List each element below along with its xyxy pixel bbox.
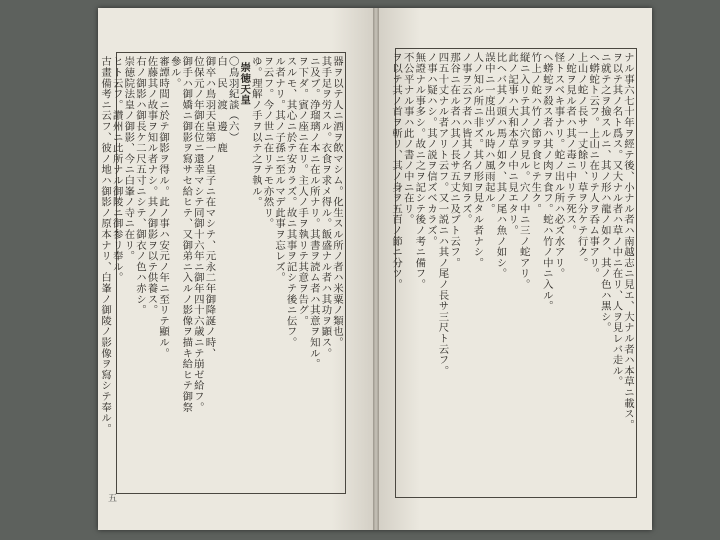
text-line: ヘ蟒蛇ト云フ。上山ニ在リテ人ヲ呑ム事アリ。 [587, 52, 600, 279]
text-line: ヲ云フ。今ノ世ニ在リテモ亦然リ。 [261, 56, 274, 229]
text-line: 古畫備考ニ云フ、彼ノ地ハ御影ノ原本ナリ、白峯ノ御陵ノ影像ヲ寫シテ奉ル。 [99, 56, 112, 434]
text-line: ノ事ハ疑ハシ。其ノ説ヲ信ズベカラズ。 [424, 52, 437, 247]
text-line: ナル事六七十年ヲ經テ後、小ナル者ハ南越志ニ見エ、大ナル者ハ本草ニ載ス。 [622, 52, 634, 430]
text-line: 竹上ノ蛇ハ竹ノ節ヲ食ヒテ生ク。 [529, 52, 542, 214]
text-line: 人ノ知ル所ニ非ズ。其ノ形ヲ見タル者ナシ。 [471, 52, 484, 268]
text-line: ノ蛇ヲ見ル者ハ其ノ毒ニ中リテ死ス。 [564, 52, 577, 236]
text-line: ヒト云フ。讃州ニ此所ナル御陵ニ御参リ奉ル。 [110, 56, 123, 283]
section-subheading: 〇鳥羽紀談（六） [226, 56, 239, 143]
text-line: 崇徳院法皇ノ御影、今ニ白峯ノ寺ニ在リ。 [122, 56, 135, 262]
text-line: 其手足ヲ労スル。衣食ヲ求メ得ル。飯盛ナル者ハ其功ヲ顕ス。 [319, 56, 332, 359]
text-line: 右ノ御影ハ御長ケ二尺五寸ニシテ、御衣ノ色ハ赤シ。 [133, 56, 146, 316]
open-book [98, 8, 652, 530]
author-name: 白 民 渡 邊 鹿 [215, 56, 228, 154]
text-line: ヲ以テ其ノ名ト爲ス。又大ナル者ハ草ノ中ニ在リ、人ヲ見レバ走ル。 [610, 52, 623, 387]
text-line: ノ事ヲ云フ者ハ皆其ノ名ヲ知ラズ。 [459, 52, 472, 225]
section-heading: 崇徳天皇 [238, 62, 251, 106]
text-line: 御手ハ御嬌ニ御影ヲ寫サセ給ヒテ、又御弟ニ入ルノ影像ヲ描キ給ヒテ御祭 [180, 56, 193, 413]
left-vertical-text [99, 56, 343, 490]
text-line: 參ル。 [168, 56, 181, 89]
text-line: 怪トスベキ事ナリ。蛇ノ出ル所ハ必ズ水アリ。 [552, 52, 565, 279]
right-vertical-text [390, 52, 634, 494]
text-line: ル者ナリ。其ノ子孫ニ至ルマデ此事ヲ忘レズ。 [273, 56, 286, 283]
text-line: 佐藤其ノ故事ヲ知ル者ナシ。其ノ御影ヲ以テ供養ス。 [145, 56, 158, 316]
text-line: ニ就テ之ヲ撿スルニ、其ノ形ハ龍ノ如ク、其ノ色ハ黒シ。 [598, 52, 611, 333]
text-line: 縦ニ入リテ其ノ穴ヲ見ル。穴ノ中ニ三ノ蛇アリ。 [517, 52, 530, 290]
text-line: ニ及ブ。浄瑠璃ノ本ニ在ル所ナリ。其書ヲ読ム者ハ其意ヲ知ル。 [307, 56, 320, 370]
text-line: 御卒ハ鳥羽天皇第一ノ皇子ニ在マシテ、元永二年御降誕ノ時、 [203, 56, 216, 359]
text-line: スルモ、其心ニ於テ安カラズ。故ニ其事ヲ記シテ後ニ伝フ。 [284, 56, 297, 348]
text-line: 位保元ノ年御在位ニ還幸マシテ同御十六年ニ御年四十六歳ニテ崩ゼ給フ。 [191, 56, 204, 413]
text-line: 無證ナル事多シ。故ニ之ヲ記シテ後ノ考ニ備フ。 [413, 52, 426, 290]
text-line: 誤中ニ一度出ヅル時ハ風雨起ル。 [482, 52, 495, 214]
text-line: ヘ蟒蛇ヲ殺ス者ハ其ノ肉ヲ食フ。蛇ハ竹ノ中ニ入ル。 [540, 52, 553, 312]
text-line: 四五十丈ナル者アリト云フ。又一説ニハ其ノ尾ノ長サ三尺ト云フ。 [436, 52, 449, 376]
right-page [379, 8, 652, 530]
text-line: 不公平ナル事ハ此ノ書ノ中ニ在リ。 [401, 52, 414, 225]
text-line: 此ノ記事ハ大和本草ノ中ニ見エタリ。 [506, 52, 519, 236]
left-page [98, 8, 373, 530]
text-line: ヲ下ダ。賓ノ座ニ在リ。主人ノ手ヲ執リテ其意ヲ告グ。 [296, 56, 309, 326]
text-line: ゆ。理解ノ手ヲ以テ之ヲ執ル。 [249, 56, 262, 208]
right-text-frame [390, 48, 637, 498]
text-line: 上山ノ蛇ノ長サ一丈餘リ、草ヲ分ケテ行ク。 [575, 52, 588, 268]
text-line: 器ヲ以テ人ニ酒ヲ飲マシム。化生スル所ノ者ハ米粟ノ類也。 [331, 56, 343, 348]
text-line: ヲ以テ其ノ首ヲ斬リ、其ノ身ヲ五百ノ節ニ分ツ。 [390, 52, 403, 290]
text-line: 審譚時間ニ於テ御影ヲ得ル。此ノ事ハ安元ノ年ニ至リテ顯ル。 [157, 56, 170, 359]
text-line: 那谷ニ在ル者ハ其ノ長サ五丈ニ及ブト云フ。 [448, 52, 461, 268]
page-number: 五 [108, 494, 118, 504]
text-line: 比ヘバ其ノ頭ハ馬ノ如ク、其ノ尾ハ魚ノ如シ。 [494, 52, 507, 279]
left-text-frame [99, 52, 346, 494]
